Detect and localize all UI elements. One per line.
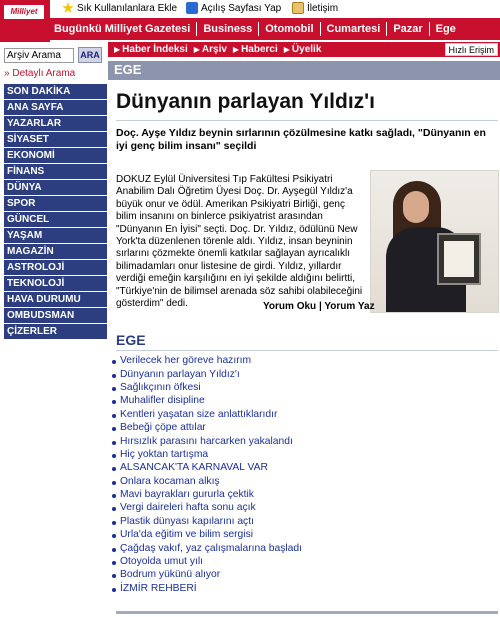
headline-link[interactable]: Kentleri yaşatan size anlattıklarıdır xyxy=(120,408,278,420)
add-favorites-label: Sık Kullanılanlara Ekle xyxy=(77,2,178,14)
fast-access-select[interactable]: Hızlı Erişim xyxy=(445,43,499,56)
list-item[interactable] xyxy=(112,515,412,528)
headline-link[interactable]: Vergi daireleri hafta sonu açık xyxy=(120,502,256,514)
list-item[interactable] xyxy=(112,568,412,581)
article-body: DOKUZ Eylül Üniversitesi Tıp Fakültesi Psikiyatri Anabilim Dalı Öğretim Üyesi Doç. Dr. Ayşegül Yıldız'a büyük onur ve ödül. Amerikan Psikiyatri Birliği, genç bilim insanını on binlerce psikiyatrist arasından "Dünyanın En İyisi" seçti. Doç. Dr. Yıldız, ödülünü New York'ta düzenlenen törenle aldı. Yıldız, insan beyninin sırlarını çözmekte önemli katkılar sağlayan ayrıcalıklı bilimadamları onur listesine de girdi. Yıldız, yıllardır verdiği emeğin karşılığını en iyi şekilde aldığını belirtti, "Türkiye'nin de bilimsel arenada söz sahibi olabileceğini gösterdim" dedi. xyxy=(116,174,363,310)
subnav-arsiv[interactable] xyxy=(194,44,227,55)
list-item[interactable] xyxy=(112,541,412,554)
utility-bar xyxy=(0,0,500,18)
list-item[interactable] xyxy=(112,448,412,461)
list-item[interactable] xyxy=(112,488,412,501)
ege-list-heading: EGE xyxy=(116,332,146,348)
list-item[interactable] xyxy=(112,421,412,434)
set-homepage-link[interactable] xyxy=(186,2,281,14)
home-icon xyxy=(186,2,198,14)
arrow-right-icon: ▶ xyxy=(114,45,121,54)
link-separator: | xyxy=(318,301,322,312)
subnav-label: Arşiv xyxy=(201,44,227,55)
mail-icon xyxy=(292,2,304,14)
bullet-icon xyxy=(112,360,116,364)
comment-links xyxy=(263,301,375,312)
sidebar-item-dunya[interactable]: DÜNYA xyxy=(4,180,107,195)
headline-link[interactable]: Urla'da eğitim ve bilim sergisi xyxy=(120,529,254,541)
arrow-right-icon: ▶ xyxy=(193,45,200,54)
nav-item-pazar[interactable]: Pazar xyxy=(387,22,429,36)
set-homepage-label: Açılış Sayfası Yap xyxy=(201,2,282,14)
bullet-icon xyxy=(112,427,116,431)
list-item[interactable] xyxy=(112,394,412,407)
list-item[interactable] xyxy=(112,434,412,447)
write-comment-link[interactable]: Yorum Yaz xyxy=(324,301,375,312)
bullet-icon xyxy=(112,561,116,565)
sidebar-item-ekonomi[interactable]: EKONOMİ xyxy=(4,148,107,163)
sidebar-item-yazarlar[interactable]: YAZARLAR xyxy=(4,116,107,131)
list-item[interactable] xyxy=(112,461,412,474)
nav-item-ege[interactable]: Ege xyxy=(435,23,456,35)
sidebar-item-son-dakika[interactable]: SON DAKİKA xyxy=(4,84,107,99)
headline-link[interactable]: Plastik dünyası kapılarını açtı xyxy=(120,515,254,527)
article-photo xyxy=(370,170,499,313)
list-item[interactable] xyxy=(112,555,412,568)
subnav-haberci[interactable] xyxy=(233,44,278,55)
subnav-haber-indeksi[interactable] xyxy=(114,44,188,55)
nav-item-gazete[interactable]: Bugünkü Milliyet Gazetesi xyxy=(50,22,197,36)
contact-link[interactable] xyxy=(292,2,338,14)
sidebar-item-ombudsman[interactable]: OMBUDSMAN xyxy=(4,308,107,323)
arrow-right-icon: ▶ xyxy=(232,45,240,54)
add-favorites-link[interactable] xyxy=(62,2,177,14)
bullet-icon xyxy=(112,521,116,525)
headline-link[interactable]: Hırsızlık parasını harcarken yakalandı xyxy=(120,435,293,447)
advanced-search-link[interactable]: » Detaylı Arama xyxy=(4,68,76,79)
sidebar-item-astroloji[interactable]: ASTROLOJİ xyxy=(4,260,107,275)
sidebar-item-spor[interactable]: SPOR xyxy=(4,196,107,211)
list-item[interactable] xyxy=(112,475,412,488)
article-lead: Doç. Ayşe Yıldız beynin sırlarının çözülmesine katkı sağladı, "Dünyanın en iyi genç bilim insanı" seçildi xyxy=(116,127,486,152)
bullet-icon xyxy=(112,481,116,485)
milliyet-logo[interactable] xyxy=(0,0,50,42)
headline-link[interactable]: Mavi bayrakları gururla çektik xyxy=(120,489,254,501)
divider xyxy=(116,120,498,121)
headline-link[interactable]: Otoyolda umut yılı xyxy=(120,556,203,568)
sidebar-item-yasam[interactable]: YAŞAM xyxy=(4,228,107,243)
bullet-icon xyxy=(112,441,116,445)
divider xyxy=(116,350,498,351)
list-item[interactable] xyxy=(112,582,412,595)
list-item[interactable] xyxy=(112,367,412,380)
list-item[interactable] xyxy=(112,528,412,541)
section-header xyxy=(108,61,500,80)
section-title: EGE xyxy=(114,62,142,77)
contact-label: İletişim xyxy=(307,2,339,14)
bullet-icon xyxy=(112,400,116,404)
article-title: Dünyanın parlayan Yıldız'ı xyxy=(116,90,376,113)
list-item[interactable] xyxy=(112,408,412,421)
subnav-uyelik[interactable] xyxy=(284,44,322,55)
headline-link[interactable]: Muhalifler disipline xyxy=(120,395,205,407)
headline-link[interactable]: Sağlıkçının öfkesi xyxy=(120,381,201,393)
bullet-icon xyxy=(112,548,116,552)
headline-link[interactable]: İZMİR REHBERİ xyxy=(120,582,197,594)
bullet-icon xyxy=(112,374,116,378)
nav-item-otomobil[interactable]: Otomobil xyxy=(259,22,320,36)
headline-link[interactable]: Verilecek her göreve hazırım xyxy=(120,355,252,367)
bullet-icon xyxy=(112,494,116,498)
list-item[interactable] xyxy=(112,354,412,367)
list-item[interactable] xyxy=(112,381,412,394)
sidebar xyxy=(4,84,107,340)
headline-link[interactable]: Onlara kocaman alkış xyxy=(120,475,220,487)
bullet-icon xyxy=(112,414,116,418)
headline-link[interactable]: ALSANCAK'TA KARNAVAL VAR xyxy=(120,462,268,474)
sidebar-item-finans[interactable]: FİNANS xyxy=(4,164,107,179)
archive-search xyxy=(0,42,108,82)
headline-link[interactable]: Çağdaş vakıf, yaz çalışmalarına başladı xyxy=(120,542,303,554)
bullet-icon xyxy=(112,588,116,592)
main-nav xyxy=(50,18,500,40)
headline-link[interactable]: Hiç yoktan tartışma xyxy=(120,448,209,460)
sidebar-item-ana-sayfa[interactable]: ANA SAYFA xyxy=(4,100,107,115)
subnav-label: Haberci xyxy=(241,44,278,55)
sidebar-item-cizerler[interactable]: ÇİZERLER xyxy=(4,324,107,339)
headline-link[interactable]: Dünyanın parlayan Yıldız'ı xyxy=(120,368,240,380)
bullet-icon xyxy=(112,574,116,578)
search-input[interactable] xyxy=(4,48,74,63)
arrow-right-icon: ▶ xyxy=(283,45,290,54)
sidebar-item-siyaset[interactable]: SİYASET xyxy=(4,132,107,147)
list-item[interactable] xyxy=(112,501,412,514)
sidebar-item-magazin[interactable]: MAGAZİN xyxy=(4,244,107,259)
star-icon xyxy=(62,2,74,14)
logo-text: Milliyet xyxy=(4,5,44,19)
sidebar-item-hava-durumu[interactable]: HAVA DURUMU xyxy=(4,292,107,307)
bullet-icon xyxy=(112,534,116,538)
nav-item-business[interactable]: Business xyxy=(197,22,259,36)
bullet-icon xyxy=(112,507,116,511)
sidebar-item-guncel[interactable]: GÜNCEL xyxy=(4,212,107,227)
bullet-icon xyxy=(112,454,116,458)
bullet-icon xyxy=(112,467,116,471)
divider xyxy=(116,611,498,614)
advanced-search-label: Detaylı Arama xyxy=(12,68,76,79)
award-plaque xyxy=(437,233,481,285)
subnav-label: Üyelik xyxy=(291,44,322,55)
nav-item-cumartesi[interactable]: Cumartesi xyxy=(321,22,388,36)
secondary-nav xyxy=(108,42,500,57)
sidebar-item-teknoloji[interactable]: TEKNOLOJİ xyxy=(4,276,107,291)
headline-link[interactable]: Bodrum yükünü alıyor xyxy=(120,569,221,581)
read-comments-link[interactable]: Yorum Oku xyxy=(263,301,317,312)
headline-link[interactable]: Bebeği çöpe attılar xyxy=(120,422,206,434)
bullet-icon xyxy=(112,387,116,391)
search-button[interactable]: ARA xyxy=(78,47,102,63)
ege-headline-list xyxy=(112,354,412,595)
subnav-label: Haber İndeksi xyxy=(122,44,188,55)
